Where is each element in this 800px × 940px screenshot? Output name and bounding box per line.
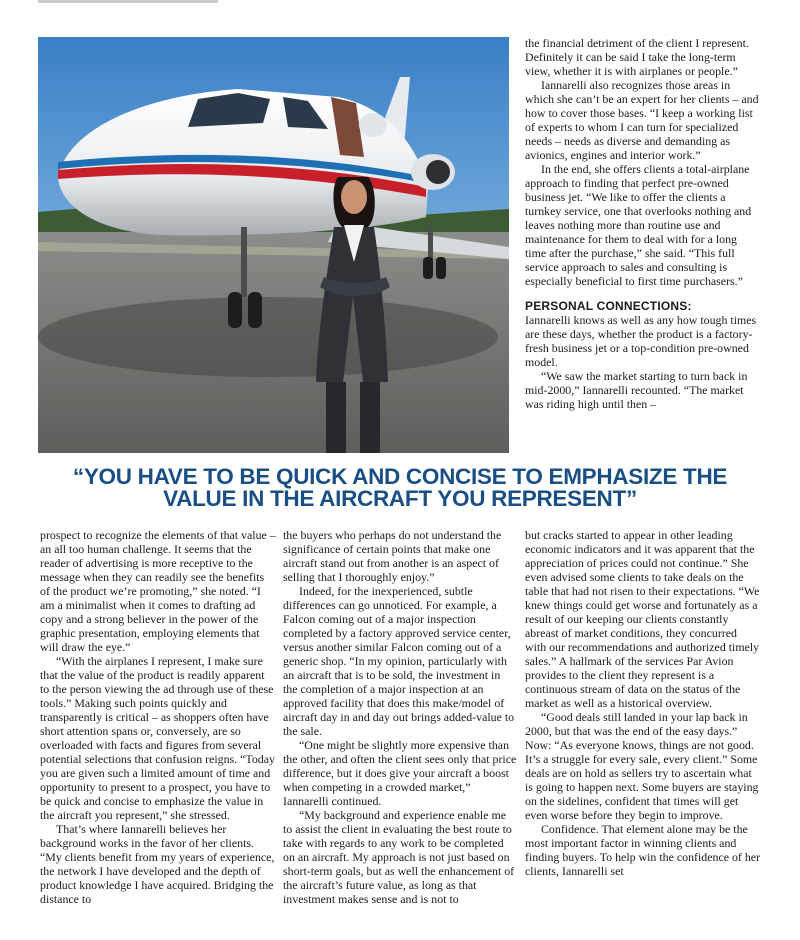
article-column-3 — [525, 528, 761, 940]
paragraph: That’s where Iannarelli believes her background works in the favor of her clients. “My clients benefit from my years of experience, the network I have developed and the depth of product knowledge I have acquired. Bridging the distance to — [40, 822, 275, 906]
paragraph: In the end, she offers clients a total-airplane approach to finding that perfect pre-owned business jet. “We like to offer the clients a turnkey service, one that overlooks nothing and leaves nothing more than routine use and maintenance for them to deal with for a long time after the purchase,” she said. “This full service approach to sales and consulting is especially beneficial to first time purchasers.” — [525, 162, 752, 288]
pull-quote-line: “YOU HAVE TO BE QUICK AND CONCISE TO EMPHASIZE THE — [72, 464, 728, 489]
pull-quote-line: VALUE IN THE AIRCRAFT YOU REPRESENT” — [163, 486, 637, 511]
paragraph: “Good deals still landed in your lap back in 2000, but that was the end of the easy days.” Now: “As everyone knows, things are not good. It’s a struggle for every sale, every client.” Some deals are on hold as sellers try to ascertain what is going to happen next. Some buyers are staying on the sidelines, confident that times will get even worse before they begin to improve. — [525, 710, 759, 822]
paragraph: the financial detriment of the client I represent. Definitely it can be said I take the long-term view, whether it is with airplanes or people.” — [525, 36, 749, 78]
paragraph: Confidence. That element alone may be the most important factor in winning clients and finding buyers. To help win the confidence of her clients, Iannarelli set — [525, 822, 761, 878]
paragraph: the buyers who perhaps do not understand the significance of certain points that make one aircraft stand out from another is an aspect of selling that I thoroughly enjoy.” — [283, 528, 502, 584]
paragraph: “One might be slightly more expensive than the other, and often the client sees only that price difference, but it does give your aircraft a boost when competing in a crowded market,” Iannarelli continued. — [283, 738, 517, 808]
article-column-top-right — [525, 36, 761, 454]
pull-quote — [36, 466, 764, 510]
paragraph: Indeed, for the inexperienced, subtle differences can go unnoticed. For example, a Falcon coming out of a major inspection completed by a factory approved service center, versus another similar Falcon coming out of a generic shop. “In my opinion, particularly with an aircraft that is to be sold, the investment in the completion of a major inspection at an approved facility that does this make/model of aircraft day in and day out brings added-value to the sale. — [283, 584, 515, 738]
section-heading: PERSONAL CONNECTIONS: — [525, 299, 692, 313]
paragraph: “With the airplanes I represent, I make sure that the value of the product is readily apparent to the person viewing the ad through use of these tools.” Making such points quickly and transparently is critical – as shoppers often have short attention spans or, conversely, are so overloaded with facts and figures from several potential selections that confusion reigns. “Today you are given such a limited amount of time and opportunity to present to a prospect, you have to be quick and concise to emphasize the value in the aircraft you represent,” she stressed. — [40, 654, 275, 822]
article-column-1 — [40, 528, 276, 940]
article-column-2 — [283, 528, 517, 940]
paragraph: Iannarelli also recognizes those areas in which she can’t be an expert for her clients – and how to cover those bases. “I keep a working list of experts to whom I can turn for specialized needs – needs as diverse and demanding as avionics, engines and interior work.” — [525, 78, 759, 162]
paragraph: “We saw the market starting to turn back in mid-2000,” Iannarelli recounted. “The market was riding high until then – — [525, 369, 748, 411]
paragraph: prospect to recognize the elements of that value – an all too human challenge. It seems that the reader of advertising is more receptive to the message when they can readily see the benefits of the product we’re promoting,” she noted. “I am a minimalist when it comes to drafting ad copy and a strong believer in the power of the graphic presentation, employing elements that will draw the eye.” — [40, 528, 276, 654]
paragraph: Iannarelli knows as well as any how tough times are these days, whether the product is a factory-fresh business jet or a top-condition pre-owned model. — [525, 313, 757, 369]
paragraph: but cracks started to appear in other leading economic indicators and it was apparent that the appreciation of prices could not continue.” She even advised some clients to take deals on the table that had not risen to their expectations. “We knew things could get worse and fortunately as a result of our keeping our clients constantly abreast of market conditions, they concurred with our recommendations and authorized timely sales.” A hallmark of the services Par Avion provides to the client they represent is a continuous stream of data on the status of the market as well as a historical overview. — [525, 528, 760, 710]
paragraph: “My background and experience enable me to assist the client in evaluating the best route to take with regards to any work to be completed on an aircraft. My approach is not just based on short-term goals, but as well the enhancement of the aircraft’s future value, as long as that investment makes sense and is not to — [283, 808, 515, 906]
header-rule — [38, 0, 218, 3]
jet-photo-illustration — [38, 37, 509, 453]
photo-businesswoman-with-jet — [38, 37, 509, 453]
